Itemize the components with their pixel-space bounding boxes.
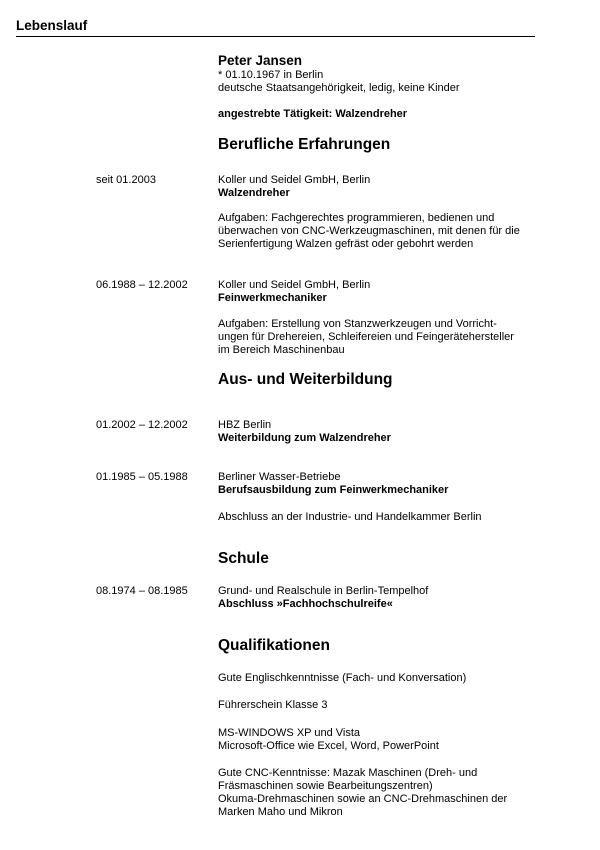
education-institution: Berliner Wasser-Betriebe: [218, 471, 341, 483]
header-divider: [16, 36, 535, 37]
qualification-item: Gute Englischkenntnisse (Fach- und Konversation): [218, 672, 467, 684]
school-date: 08.1974 – 08.1985: [96, 585, 188, 597]
qualification-item: Microsoft-Office wie Excel, Word, PowerPoint: [218, 740, 439, 752]
school-title: Abschluss »Fachhochschulreife«: [218, 598, 393, 610]
qualification-item: Fräsmaschinen sowie Bearbeitungszentren): [218, 780, 433, 792]
qualification-item: Gute CNC-Kenntnisse: Mazak Maschinen (Dreh- und: [218, 767, 478, 779]
person-name: Peter Jansen: [218, 53, 303, 68]
person-target-job: angestrebte Tätigkeit: Walzendreher: [218, 108, 408, 120]
qualification-item: Führerschein Klasse 3: [218, 699, 328, 711]
education-note: Abschluss an der Industrie- und Handelkammer Berlin: [218, 511, 482, 523]
experience-tasks-line: überwachen von CNC-Werkzeugmaschinen, mit denen für die: [218, 225, 520, 237]
experience-tasks-line: im Bereich Maschinenbau: [218, 344, 345, 356]
person-birth: * 01.10.1967 in Berlin: [218, 69, 324, 81]
experience-title: Feinwerkmechaniker: [218, 292, 327, 304]
section-heading-qualifications: Qualifikationen: [218, 637, 330, 654]
qualification-item: Marken Maho und Mikron: [218, 806, 343, 818]
qualification-item: MS-WINDOWS XP und Vista: [218, 727, 361, 739]
experience-title: Walzendreher: [218, 187, 290, 199]
document-title: Lebenslauf: [16, 18, 88, 33]
education-title: Berufsausbildung zum Feinwerkmechaniker: [218, 484, 449, 496]
experience-tasks-line: Aufgaben: Fachgerechtes programmieren, bedienen und: [218, 212, 495, 224]
experience-date: 06.1988 – 12.2002: [96, 279, 188, 291]
education-institution: HBZ Berlin: [218, 419, 272, 431]
qualification-item: Okuma-Drehmaschinen sowie an CNC-Drehmaschinen der: [218, 793, 508, 805]
section-heading-education: Aus- und Weiterbildung: [218, 371, 393, 388]
experience-tasks-line: Serienfertigung Walzen gefräst oder gebohrt werden: [218, 238, 474, 250]
person-status: deutsche Staatsangehörigkeit, ledig, keine Kinder: [218, 82, 460, 94]
experience-company: Koller und Seidel GmbH, Berlin: [218, 174, 371, 186]
experience-tasks-line: ungen für Drehereien, Schleifereien und Feingerätehersteller: [218, 331, 514, 343]
experience-tasks-line: Aufgaben: Erstellung von Stanzwerkzeugen und Vorricht-: [218, 318, 497, 330]
section-heading-experience: Berufliche Erfahrungen: [218, 136, 391, 153]
school-institution: Grund- und Realschule in Berlin-Tempelhof: [218, 585, 429, 597]
education-date: 01.1985 – 05.1988: [96, 471, 188, 483]
education-title: Weiterbildung zum Walzendreher: [218, 432, 391, 444]
section-heading-school: Schule: [218, 550, 269, 567]
experience-company: Koller und Seidel GmbH, Berlin: [218, 279, 371, 291]
education-date: 01.2002 – 12.2002: [96, 419, 188, 431]
experience-date: seit 01.2003: [96, 174, 156, 186]
